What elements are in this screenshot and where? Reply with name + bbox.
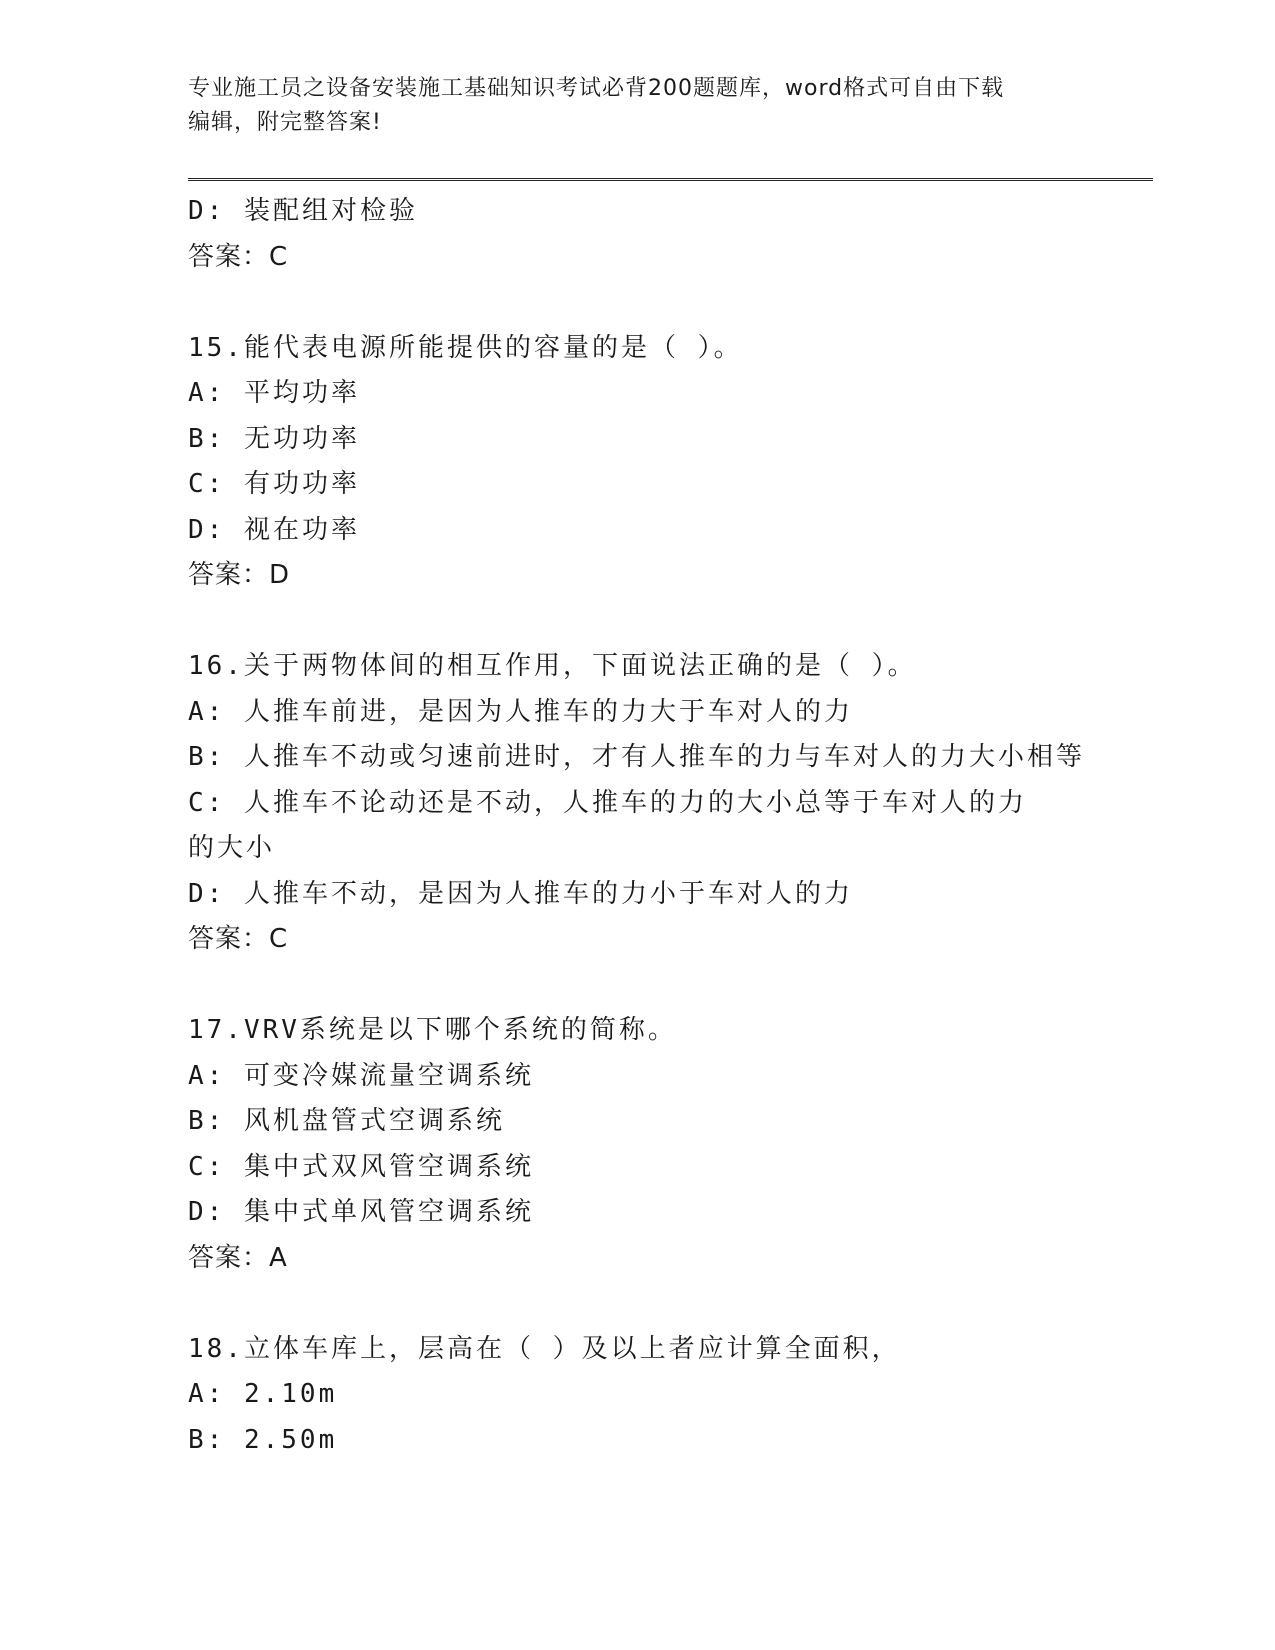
spacer (188, 280, 1088, 326)
option-b: B: 无功功率 (188, 423, 360, 454)
option-d: D: 视在功率 (188, 514, 360, 545)
answer: 答案：D (188, 560, 291, 590)
option-b: B: 人推车不动或匀速前进时，才有人推车的力与车对人的力大小相等 (188, 742, 1085, 772)
option-a: A: 可变冷媒流量空调系统 (188, 1060, 534, 1091)
answer: 答案：C (188, 924, 289, 954)
question-16 (188, 644, 1088, 963)
question-stem: 16.关于两物体间的相互作用，下面说法正确的是（ ）。 (188, 651, 917, 681)
question-stem: 15.能代表电源所能提供的容量的是（ ）。 (188, 332, 743, 363)
option-c: C: 集中式双风管空调系统 (188, 1151, 534, 1182)
option-d: D: 集中式单风管空调系统 (188, 1197, 534, 1227)
prev-answer: 答案：C (188, 241, 289, 272)
question-17 (188, 1008, 1088, 1281)
header-line-2: 编辑，附完整答案! (188, 110, 382, 135)
question-18 (188, 1327, 1088, 1464)
option-c: C: 人推车不论动还是不动，人推车的力的大小总等于车对人的力的大小 (188, 787, 1027, 863)
spacer (188, 963, 1088, 1009)
spacer (188, 599, 1088, 645)
header-line-1: 专业施工员之设备安装施工基础知识考试必背200题题库，word格式可自由下载 (188, 76, 1005, 101)
document-body (188, 189, 1088, 1463)
answer: 答案：A (188, 1242, 288, 1273)
option-c: C: 有功功率 (188, 469, 360, 499)
option-b: B: 风机盘管式空调系统 (188, 1106, 505, 1136)
spacer (188, 1281, 1088, 1327)
question-15 (188, 326, 1088, 599)
question-stem: 18.立体车库上，层高在（ ）及以上者应计算全面积， (188, 1333, 901, 1364)
page-header (188, 72, 1088, 140)
option-d: D: 人推车不动，是因为人推车的力小于车对人的力 (188, 878, 853, 909)
option-a: A: 平均功率 (188, 378, 360, 408)
question-stem: 17.VRV系统是以下哪个系统的简称。 (188, 1015, 677, 1045)
prev-option-d: D: 装配组对检验 (188, 196, 418, 226)
option-a: A: 2.10m (188, 1379, 338, 1409)
header-divider (188, 178, 1153, 181)
option-b: B: 2.50m (188, 1424, 338, 1455)
option-a: A: 人推车前进，是因为人推车的力大于车对人的力 (188, 696, 853, 727)
